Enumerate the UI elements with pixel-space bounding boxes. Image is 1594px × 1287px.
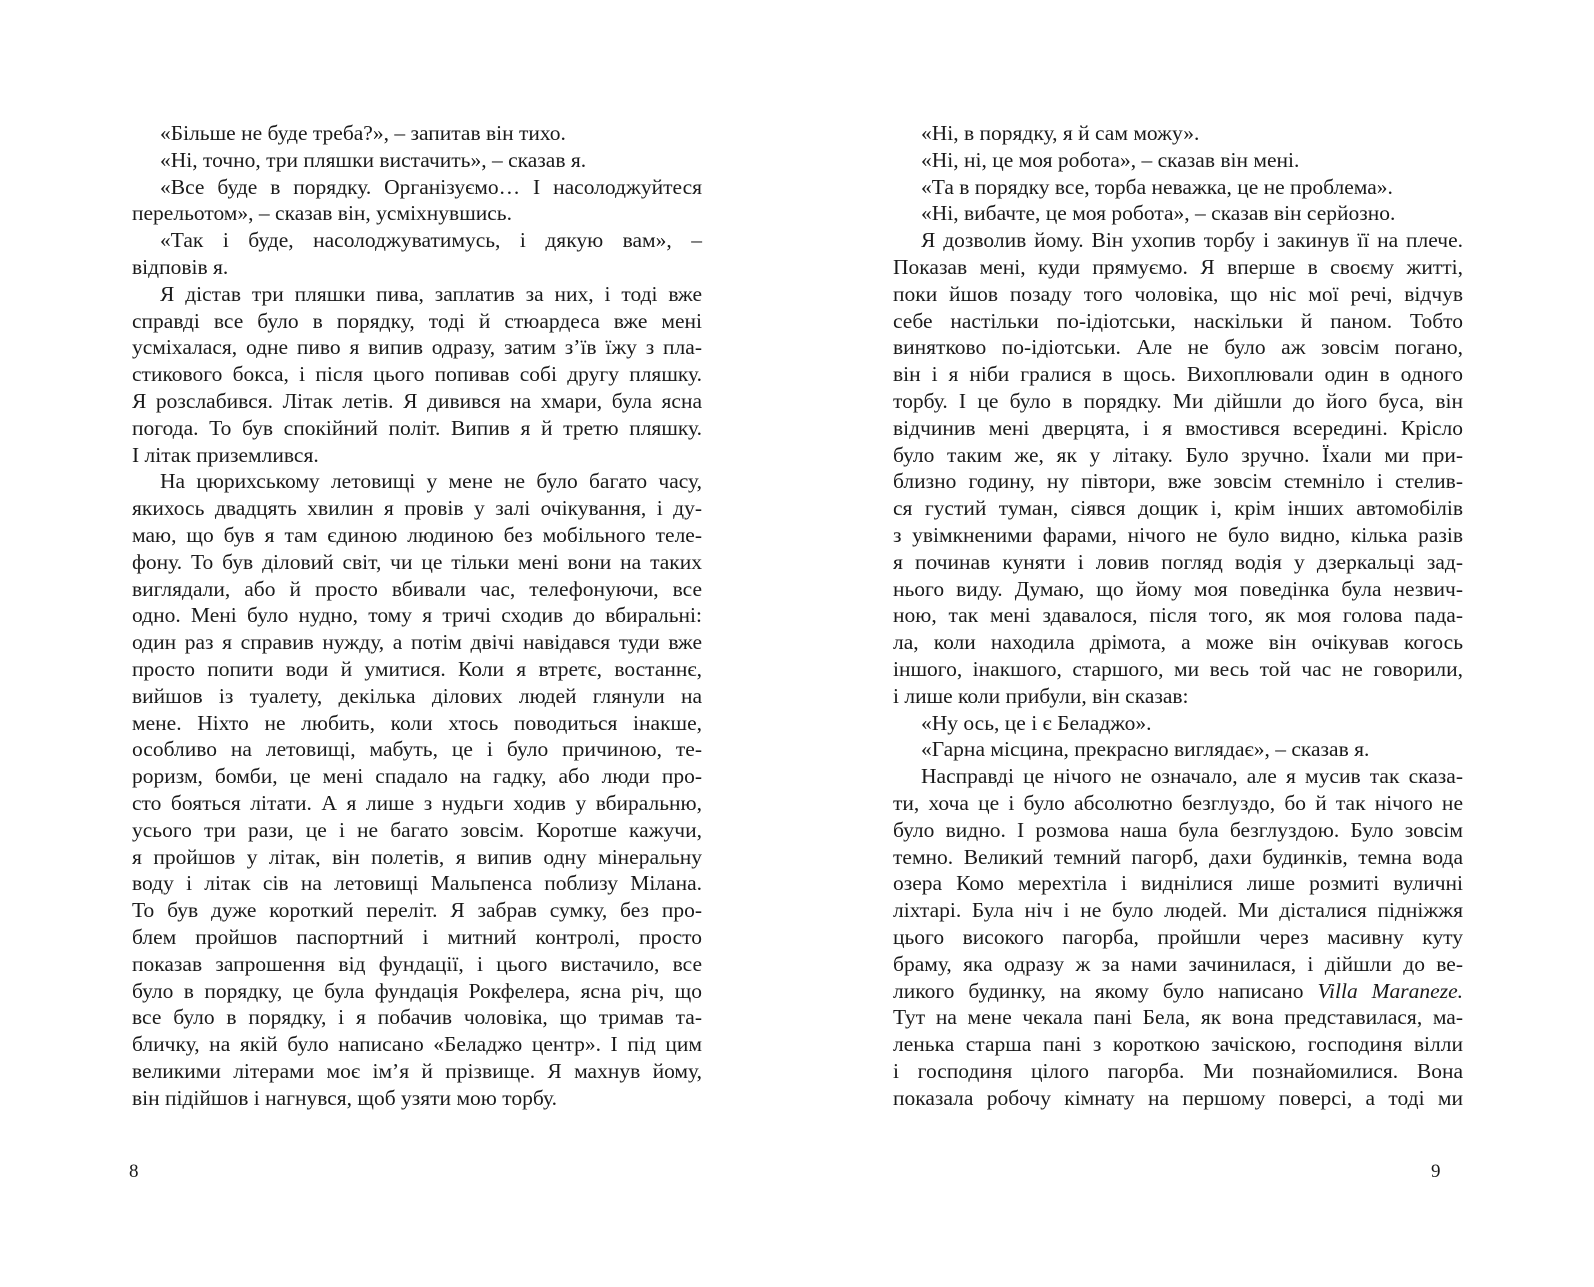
line-text: «Та в порядку все, торба неважка, це не проблема». (921, 174, 1393, 199)
text-line (132, 656, 702, 683)
text-line (132, 844, 702, 871)
line-text: і господиня цілого пагорба. Ми познайомилися. Вона (893, 1058, 1463, 1083)
text-line (893, 1004, 1463, 1031)
line-text: Я дозволив йому. Він ухопив торбу і закинув її на плече. (921, 228, 1463, 253)
text-line (132, 817, 702, 844)
text-line (893, 736, 1463, 763)
line-text: я починав куняти і ловив погляд водія у дзеркальці зад- (893, 549, 1463, 574)
line-text: «Ні, в порядку, я й сам можу». (921, 121, 1200, 145)
text-line (893, 281, 1463, 308)
text-line (132, 736, 702, 763)
text-line (132, 1058, 702, 1085)
line-text: все було в порядку, і я побачив чоловіка, що тримав та- (132, 1005, 702, 1030)
page-number-left: 8 (129, 1161, 139, 1182)
line-text: відчинив мені дверцята, і я вмостився всередині. Крісло (893, 415, 1463, 440)
line-text: «Ні, ні, це моя робота», – сказав він мені. (921, 147, 1300, 172)
text-line (132, 710, 702, 737)
text-line (132, 388, 702, 415)
text-line (132, 147, 702, 174)
text-line (893, 361, 1463, 388)
line-text: На цюрихському летовищі у мене не було багато часу, (160, 469, 702, 494)
line-text: з увімкненими фарами, нічого не було видно, кілька разів (893, 522, 1463, 547)
text-line (132, 576, 702, 603)
text-line (132, 308, 702, 335)
line-text: усміхалася, одне пиво я випив одразу, затим з’їв їжу з пла- (132, 335, 702, 360)
text-line (132, 174, 702, 201)
text-line (132, 897, 702, 924)
line-text: маю, що був я там єдиною людиною без мобільного теле- (132, 522, 702, 547)
text-line (893, 522, 1463, 549)
line-text: великими літерами моє ім’я й прізвище. Я махнув йому, (132, 1058, 702, 1083)
line-text: було в порядку, це була фундація Рокфелера, ясна річ, що (132, 978, 702, 1003)
line-text: блем пройшов паспортний і митний контролі, просто (132, 924, 702, 949)
line-text: було таким же, як у літаку. Було зручно. Їхали ми при- (893, 442, 1463, 467)
text-line (132, 978, 702, 1005)
text-line (132, 1031, 702, 1058)
line-text: «Гарна місцина, прекрасно виглядає», – сказав я. (921, 737, 1370, 762)
text-line (132, 629, 702, 656)
text-line (893, 1058, 1463, 1085)
text-line (893, 415, 1463, 442)
text-line (893, 495, 1463, 522)
text-line (132, 951, 702, 978)
italic-text: Villa Maraneze. (1317, 978, 1464, 1003)
text-line (893, 576, 1463, 603)
text-line (893, 870, 1463, 897)
text-line (132, 1004, 702, 1031)
line-text: «Все буде в порядку. Організуємо… І насолоджуйтеся (160, 174, 702, 199)
line-text: вийшов із туалету, декілька ділових людей глянули на (132, 683, 702, 708)
line-text: цього високого пагорба, пройшли через масивну куту (893, 924, 1463, 949)
line-text: ся густий туман, сіявся дощик і, крім інших автомобілів (893, 496, 1463, 521)
text-line (893, 629, 1463, 656)
line-text: поки йшов позаду того чоловіка, що ніс мої речі, відчув (893, 281, 1463, 306)
line-text: «Більше не буде треба?», – запитав він тихо. (160, 121, 566, 145)
line-text: ликого будинку, на якому було написано (893, 978, 1318, 1003)
line-text: показала робочу кімнату на першому поверсі, а тоді ми (893, 1085, 1463, 1110)
line-text: бличку, на якій було написано «Беладжо центр». І під цим (132, 1032, 702, 1057)
line-text: «Ну ось, це і є Беладжо». (921, 710, 1152, 735)
line-text: було видно. І розмова наша була безглуздою. Було зовсім (893, 817, 1463, 842)
line-text: виглядали, або й просто вбивали час, телефонуючи, все (132, 576, 702, 601)
text-line (893, 951, 1463, 978)
text-line (132, 790, 702, 817)
line-text: стикового бокса, і після цього попивав собі другу пляшку. (132, 362, 702, 387)
text-line (132, 227, 702, 254)
line-text: погода. То був спокійний політ. Випив я й третю пляшку. (132, 415, 702, 440)
text-line (893, 1031, 1463, 1058)
line-text: «Ні, вибачте, це моя робота», – сказав він серйозно. (921, 201, 1396, 226)
line-text: «Так і буде, насолоджуватимусь, і дякую вам», – (160, 228, 702, 253)
line-text: мене. Ніхто не любить, коли хтось поводиться інакше, (132, 710, 702, 735)
line-text: озера Комо мерехтіла і виднілися лише розмиті вуличні (893, 871, 1463, 896)
line-text: близно годину, ну півтори, вже зовсім стемніло і стелив- (893, 469, 1463, 494)
text-line (132, 522, 702, 549)
line-text: один раз я справив нужду, а потім двічі навідався туди вже (132, 630, 702, 655)
text-line (132, 334, 702, 361)
text-line (893, 200, 1463, 227)
text-line (132, 763, 702, 790)
line-text: нього виду. Думаю, що йому моя поведінка була незвич- (893, 576, 1463, 601)
text-line (132, 281, 702, 308)
line-text: просто попити води й умитися. Коли я втретє, востаннє, (132, 656, 702, 681)
text-line (893, 174, 1463, 201)
text-line (132, 200, 702, 227)
line-text: Показав мені, куди прямуємо. Я вперше в своєму житті, (893, 254, 1463, 279)
text-line (893, 147, 1463, 174)
line-text: ла, коли находила дрімота, а може він очікував когось (893, 630, 1463, 655)
text-line (893, 683, 1463, 710)
line-text: ленька старша пані з короткою зачіскою, господиня вілли (893, 1032, 1463, 1057)
line-text: ти, хоча це і було абсолютно безглуздо, бо й так нічого не (893, 790, 1463, 815)
text-line (893, 817, 1463, 844)
right-page-text (893, 120, 1463, 1111)
line-text: показав запрошення від фундації, і цього вистачило, все (132, 951, 702, 976)
text-line (893, 468, 1463, 495)
text-line (893, 978, 1463, 1005)
line-text: він підійшов і нагнувся, щоб узяти мою торбу. (132, 1085, 557, 1110)
line-text: іншого, інакшого, старшого, ми весь той час не говорили, (893, 656, 1463, 681)
line-text: ною, так мені здавалося, після того, як моя голова пада- (893, 603, 1463, 628)
text-line (893, 1085, 1463, 1112)
text-line (132, 602, 702, 629)
text-line (132, 468, 702, 495)
line-text: Тут на мене чекала пані Бела, як вона представилася, ма- (893, 1005, 1463, 1030)
text-line (893, 656, 1463, 683)
line-text: сто бояться літати. А я лише з нудьги ходив у вбиральню, (132, 790, 702, 815)
text-line (893, 549, 1463, 576)
text-line (893, 442, 1463, 469)
text-line (893, 602, 1463, 629)
line-text: винятково по-ідіотськи. Але не було аж зовсім погано, (893, 335, 1463, 360)
line-text: я пройшов у літак, він полетів, я випив одну мінеральну (132, 844, 702, 869)
line-text: себе настільки по-ідіотськи, наскільки й паном. Тобто (893, 308, 1463, 333)
text-line (132, 870, 702, 897)
line-text: особливо на летовищі, мабуть, це і було причиною, те- (132, 737, 702, 762)
text-line (893, 924, 1463, 951)
text-line (132, 415, 702, 442)
line-text: роризм, бомби, це мені спадало на гадку, або люди про- (132, 764, 702, 789)
text-line (893, 763, 1463, 790)
line-text: одно. Мені було нудно, тому я тричі сходив до вбиральні: (132, 603, 702, 628)
text-line (132, 254, 702, 281)
page-number-right: 9 (1431, 1161, 1441, 1182)
text-line (132, 120, 702, 147)
line-text: воду і літак сів на летовищі Мальпенса поблизу Мілана. (132, 871, 702, 896)
text-line (132, 442, 702, 469)
text-line (132, 495, 702, 522)
line-text: якихось двадцять хвилин я провів у залі очікування, і ду- (132, 496, 702, 521)
text-line (893, 388, 1463, 415)
text-line (893, 844, 1463, 871)
text-line (132, 361, 702, 388)
text-line (893, 254, 1463, 281)
text-line (893, 227, 1463, 254)
line-text: «Ні, точно, три пляшки вистачить», – сказав я. (160, 147, 587, 172)
text-line (893, 710, 1463, 737)
line-text: фону. То був діловий світ, чи це тільки мені вони на таких (132, 549, 702, 574)
left-page-text (132, 120, 702, 1111)
line-text: перельотом», – сказав він, усміхнувшись. (132, 201, 512, 226)
text-line (893, 790, 1463, 817)
text-line (132, 924, 702, 951)
line-text: і лише коли прибули, він сказав: (893, 683, 1189, 708)
line-text: Я дістав три пляшки пива, заплатив за них, і тоді вже (160, 281, 702, 306)
text-line (132, 1085, 702, 1112)
line-text: І літак приземлився. (132, 442, 319, 467)
text-line (893, 897, 1463, 924)
line-text: Насправді це нічого не означало, але я мусив так сказа- (921, 764, 1463, 789)
line-text: ліхтарі. Була ніч і не було людей. Ми дісталися підніжжя (893, 898, 1463, 923)
text-line (132, 549, 702, 576)
line-text: темно. Великий темний пагорб, дахи будинків, темна вода (893, 844, 1463, 869)
text-line (893, 334, 1463, 361)
line-text: Я розслабився. Літак летів. Я дивився на хмари, була ясна (132, 388, 702, 413)
line-text: справді все було в порядку, тоді й стюардеса вже мені (132, 308, 702, 333)
line-text: торбу. І це було в порядку. Ми дійшли до його буса, він (893, 388, 1463, 413)
line-text: відповів я. (132, 254, 229, 279)
line-text: усього три рази, це і не багато зовсім. Коротше кажучи, (132, 817, 702, 842)
line-text: браму, яка одразу ж за нами зачинилася, і дійшли до ве- (893, 951, 1463, 976)
line-text: То був дуже короткий переліт. Я забрав сумку, без про- (132, 898, 702, 923)
line-text: він і я ніби гралися в щось. Вихоплювали один в одного (893, 362, 1463, 387)
text-line (132, 683, 702, 710)
text-line (893, 120, 1463, 147)
text-line (893, 308, 1463, 335)
